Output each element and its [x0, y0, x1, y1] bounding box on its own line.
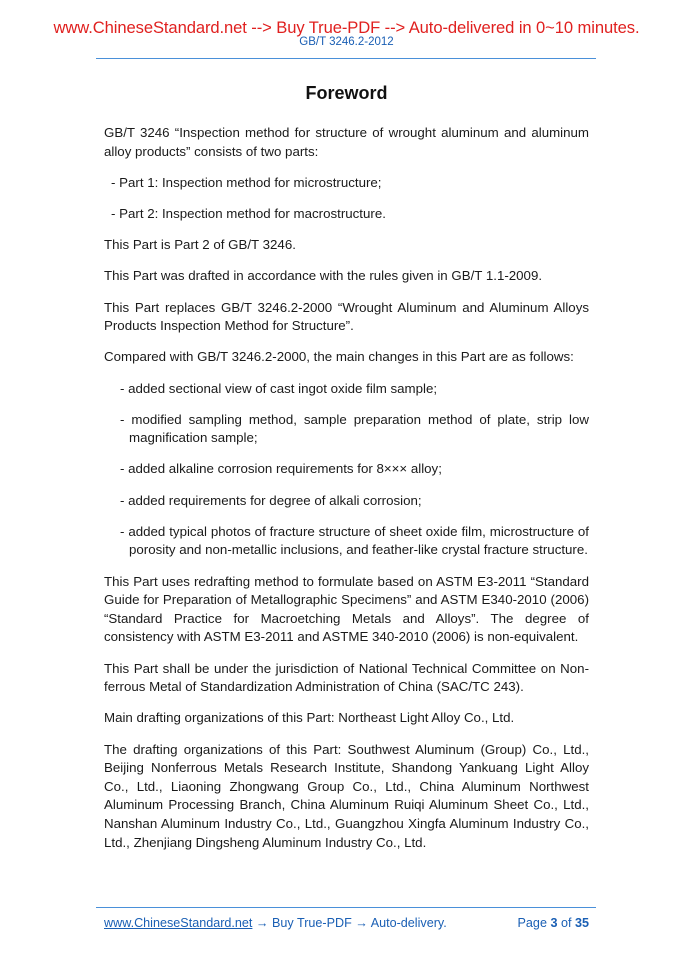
list-item-part1: - Part 1: Inspection method for microstructure;: [111, 174, 382, 190]
page-title: Foreword: [305, 83, 388, 103]
document-number: GB/T 3246.2-2012: [299, 36, 394, 48]
paragraph-intro: GB/T 3246 “Inspection method for structure of wrought aluminum and aluminum alloy products” consists of two parts:: [104, 125, 589, 159]
paragraph-jurisdiction: This Part shall be under the jurisdiction of National Technical Committee on Non-ferrous Metal of Standardization Administration of China (SAC/TC 243).: [104, 660, 589, 695]
list-item-part2: - Part 2: Inspection method for macrostructure.: [111, 205, 386, 221]
list-item-change-3: - added alkaline corrosion requirements for 8××× alloy;: [120, 461, 442, 477]
footer-site-link[interactable]: www.ChineseStandard.net: [104, 916, 253, 930]
list-item-change-2: - modified sampling method, sample preparation method of plate, strip low magnification sample;: [120, 411, 589, 446]
foreword-body: [104, 124, 589, 865]
list-item-change-5: - added typical photos of fracture structure of sheet oxide film, microstructure of porosity and non-metallic inclusions, and feather-like crystal fracture structure.: [120, 523, 589, 558]
paragraph-changes-intro: Compared with GB/T 3246.2-2000, the main changes in this Part are as follows:: [104, 349, 574, 365]
footer-tagline: → Buy True-PDF → Auto-delivery.: [252, 916, 447, 930]
page-footer: [104, 916, 589, 936]
paragraph-redrafting: This Part uses redrafting method to formulate based on ASTM E3-2011 “Standard Guide for Preparation of Metallographic Specimens” and ASTM E340-2010 (2006) “Standard Practice for Macroetching Metals and Alloys”. The degree of consistency with ASTM E3-2011 and ASTME 340-2010 (2006) is non-equivalent.: [104, 573, 589, 645]
page-indicator: Page 3 of 35: [517, 916, 589, 930]
list-item-change-1: - added sectional view of cast ingot oxide film sample;: [120, 380, 438, 396]
paragraph-drafting-orgs: The drafting organizations of this Part: Southwest Aluminum (Group) Co., Ltd., Beijing Nonferrous Metals Research Institute, Shandong Yankuang Light Alloy Co., Ltd., Liaoning Zhongwang Group Co., Ltd., China Aluminum Northwest Aluminum Processing Branch, China Aluminum Ruiqi Aluminum Sheet Co., Ltd., Nanshan Aluminum Industry Co., Ltd., Guangzhou Xingfa Aluminum Industry Co., Ltd., Zhenjiang Dingsheng Aluminum Industry Co., Ltd.: [104, 741, 589, 850]
footer-divider: [96, 907, 596, 908]
paragraph-drafting-rules: This Part was drafted in accordance with the rules given in GB/T 1.1-2009.: [104, 268, 543, 284]
list-item-change-4: - added requirements for degree of alkali corrosion;: [120, 492, 422, 508]
current-page: 3: [550, 916, 558, 930]
paragraph-replaces: This Part replaces GB/T 3246.2-2000 “Wrought Aluminum and Aluminum Alloys Products Inspection Method for Structure”.: [104, 299, 589, 334]
paragraph-main-drafter: Main drafting organizations of this Part: Northeast Light Alloy Co., Ltd.: [104, 710, 515, 726]
paragraph-part-of: This Part is Part 2 of GB/T 3246.: [104, 237, 296, 253]
total-pages: 35: [574, 916, 589, 930]
header-divider: [96, 58, 596, 59]
promo-banner[interactable]: www.ChineseStandard.net --> Buy True-PDF --> Auto-delivered in 0~10 minutes.: [53, 18, 640, 37]
